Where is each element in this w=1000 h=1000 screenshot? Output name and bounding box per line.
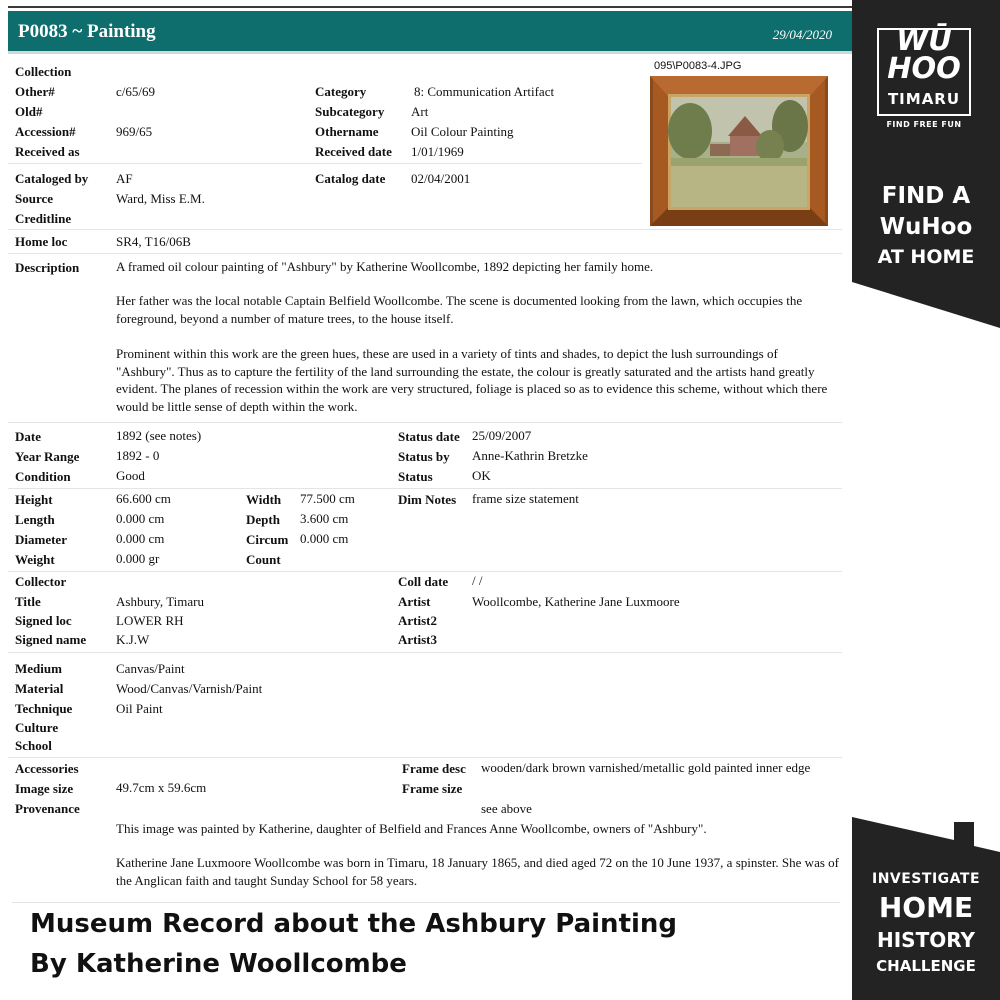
field-label-medium: Medium (15, 661, 62, 676)
field-label-school: School (15, 738, 52, 753)
promo-sidebar (852, 0, 1000, 1000)
field-label-received-as: Received as (15, 144, 80, 159)
field-value-diameter: 0.000 cm (116, 531, 165, 546)
section-divider (8, 757, 842, 758)
field-value-frame-desc: wooden/dark brown varnished/metallic gold painted inner edge (481, 760, 811, 775)
photo-filename: 095\P0083-4.JPG (654, 60, 742, 72)
field-value-other: c/65/69 (116, 84, 155, 99)
field-value-circum: 0.000 cm (300, 531, 349, 546)
field-label-othername: Othername (315, 124, 379, 139)
field-label-coll-date: Coll date (398, 574, 449, 589)
field-value-status: OK (472, 468, 491, 483)
field-label-length: Length (15, 512, 55, 527)
banner2-line-4: CHALLENGE (876, 957, 976, 975)
field-label-description: Description (15, 260, 80, 275)
field-label-title: Title (15, 594, 41, 609)
field-label-accession: Accession# (15, 124, 76, 139)
logo-line-1: WŪ (896, 23, 952, 57)
field-label-weight: Weight (15, 552, 55, 567)
field-label-circum: Circum (246, 532, 289, 547)
section-divider (8, 571, 842, 572)
section-divider (12, 902, 840, 903)
field-value-title: Ashbury, Timaru (116, 594, 205, 609)
field-label-count: Count (246, 552, 281, 567)
field-value-weight: 0.000 gr (116, 551, 160, 566)
field-value-length: 0.000 cm (116, 511, 165, 526)
field-value-width: 77.500 cm (300, 491, 355, 506)
field-label-other: Other# (15, 84, 55, 99)
caption-line-2: By Katherine Woollcombe (30, 949, 407, 979)
field-label-status-date: Status date (398, 429, 460, 444)
field-value-source: Ward, Miss E.M. (116, 191, 205, 206)
field-label-material: Material (15, 681, 64, 696)
section-divider (8, 422, 842, 423)
section-divider (8, 488, 842, 489)
field-value-depth: 3.600 cm (300, 511, 349, 526)
field-label-height: Height (15, 492, 53, 507)
field-label-home-loc: Home loc (15, 234, 68, 249)
field-value-coll-date: / / (472, 573, 483, 588)
field-label-collection: Collection (15, 64, 72, 79)
provenance-paragraph: This image was painted by Katherine, daughter of Belfield and Frances Anne Woollcombe, owners of "Ashbury". (116, 821, 707, 836)
field-label-status-by: Status by (398, 449, 450, 464)
field-value-artist: Woollcombe, Katherine Jane Luxmoore (472, 594, 680, 609)
field-label-creditline: Creditline (15, 211, 72, 226)
field-value-catalog-date: 02/04/2001 (411, 171, 471, 186)
field-value-signed-name: K.J.W (116, 632, 150, 647)
field-label-artist: Artist (398, 594, 431, 609)
field-label-date: Date (15, 429, 41, 444)
field-label-width: Width (246, 492, 282, 507)
field-value-cataloged-by: AF (116, 171, 133, 186)
field-label-provenance: Provenance (15, 801, 80, 816)
header-top-rule (8, 6, 852, 8)
field-value-image-size: 49.7cm x 59.6cm (116, 780, 207, 795)
field-label-status: Status (398, 469, 433, 484)
field-value-height: 66.600 cm (116, 491, 171, 506)
painting-thumbnail[interactable] (650, 76, 828, 226)
field-label-received-date: Received date (315, 144, 392, 159)
field-label-dim-notes: Dim Notes (398, 492, 457, 507)
field-value-home-loc: SR4, T16/06B (116, 234, 191, 249)
field-value-year-range: 1892 - 0 (116, 448, 160, 463)
banner2-line-1: INVESTIGATE (871, 871, 981, 887)
field-label-category: Category (315, 84, 367, 99)
field-label-signed-name: Signed name (15, 632, 87, 647)
logo-tagline: FIND FREE FUN (886, 120, 962, 129)
field-label-source: Source (15, 191, 54, 206)
field-value-received-date: 1/01/1969 (411, 144, 464, 159)
field-label-accessories: Accessories (15, 761, 79, 776)
field-label-signed-loc: Signed loc (15, 613, 72, 628)
field-value-material: Wood/Canvas/Varnish/Paint (116, 681, 263, 696)
field-label-old: Old# (15, 104, 43, 119)
field-label-culture: Culture (15, 720, 59, 735)
field-label-frame-size: Frame size (402, 781, 463, 796)
image-caption (30, 904, 677, 984)
field-label-technique: Technique (15, 701, 73, 716)
field-value-subcategory: Art (411, 104, 429, 119)
record-title: P0083 ~ Painting (18, 21, 156, 42)
logo-place: TIMARU (887, 90, 961, 108)
caption-line-1: Museum Record about the Ashbury Painting (30, 909, 678, 939)
field-value-category: 8: Communication Artifact (414, 84, 555, 99)
field-label-artist3: Artist3 (398, 632, 437, 647)
description-paragraph: Her father was the local notable Captain Belfield Woollcombe. The scene is documented looking from the lawn, which occupies the foreground, beyond a number of mature trees, to the house itself. (116, 293, 803, 326)
field-value-condition: Good (116, 468, 145, 483)
field-value-frame-size: see above (481, 801, 532, 816)
field-label-image-size: Image size (15, 781, 74, 796)
logo-line-2: HOO (887, 51, 961, 85)
field-value-dim-notes: frame size statement (472, 491, 579, 506)
field-value-status-by: Anne-Kathrin Bretzke (472, 448, 588, 463)
description-paragraph: Prominent within this work are the green hues, these are used in a variety of tints and shades, to depict the lush surroundings of "Ashbury". Thus as to capture the fertility of the land surrounding the estate, the colour is greatly saturated and the artists hand greatly evident. The planes of recession within the work are very structured, foliage is placed so as to evidence this scheme, without which there would be little sense of depth within the work. (116, 346, 828, 414)
banner1-line-3: AT HOME (877, 246, 975, 268)
banner2-line-2: HOME (878, 891, 974, 924)
field-label-cataloged-by: Cataloged by (15, 171, 89, 186)
field-label-diameter: Diameter (15, 532, 67, 547)
description-paragraph: A framed oil colour painting of "Ashbury" by Katherine Woollcombe, 1892 depicting her family home. (116, 259, 654, 274)
field-value-status-date: 25/09/2007 (472, 428, 532, 443)
field-value-technique: Oil Paint (116, 701, 163, 716)
field-label-catalog-date: Catalog date (315, 171, 386, 186)
section-divider (8, 652, 842, 653)
field-value-signed-loc: LOWER RH (116, 613, 184, 628)
banner1-line-1: FIND A (881, 183, 971, 209)
field-value-date: 1892 (see notes) (116, 428, 202, 443)
field-label-condition: Condition (15, 469, 71, 484)
field-value-accession: 969/65 (116, 124, 153, 139)
section-divider (8, 229, 842, 230)
provenance-paragraph: Katherine Jane Luxmoore Woollcombe was born in Timaru, 18 January 1865, and died aged 72 on the 10 June 1937, a spinster. She was of the Anglican faith and taught Sunday School for 58 years. (116, 855, 839, 888)
section-divider (8, 163, 642, 164)
banner2-line-3: HISTORY (876, 928, 976, 952)
field-label-collector: Collector (15, 574, 67, 589)
banner1-line-2: WuHoo (879, 214, 973, 240)
field-label-year-range: Year Range (15, 449, 80, 464)
field-label-depth: Depth (246, 512, 280, 527)
section-divider (8, 253, 842, 254)
record-print-date: 29/04/2020 (772, 27, 832, 42)
field-label-artist2: Artist2 (398, 613, 437, 628)
field-label-subcategory: Subcategory (315, 104, 385, 119)
field-label-frame-desc: Frame desc (402, 761, 466, 776)
field-value-othername: Oil Colour Painting (411, 124, 514, 139)
sidebar-shapes (852, 0, 1000, 1000)
field-value-medium: Canvas/Paint (116, 661, 185, 676)
